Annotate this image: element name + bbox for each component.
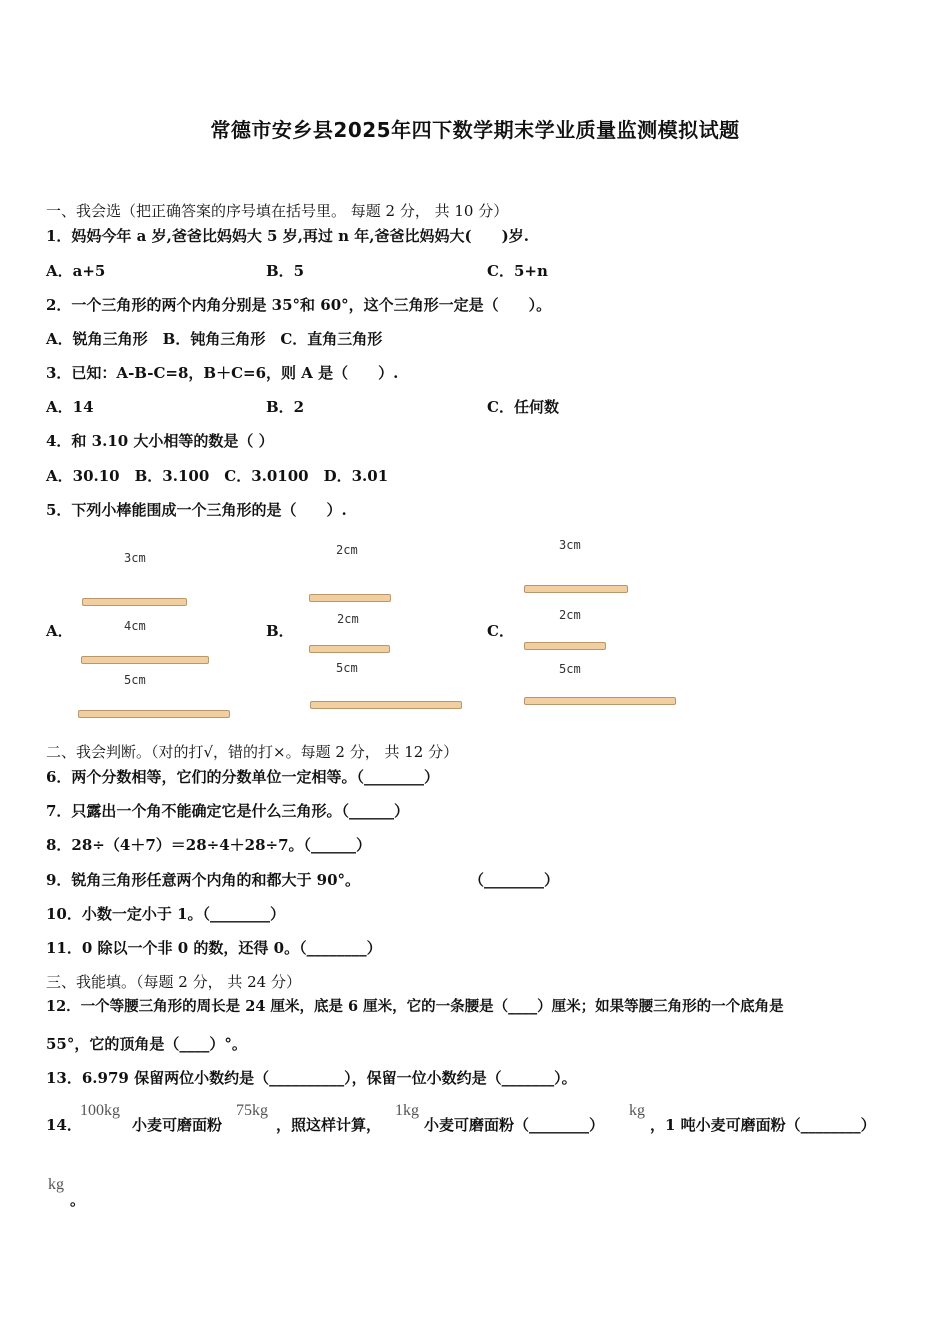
q5-c-stick3: [524, 697, 676, 705]
q1-option-a: A．a+5: [46, 262, 106, 280]
q14-unit-kg-2: kg: [48, 1176, 64, 1193]
q5-option-a: A．: [46, 622, 73, 640]
section-2-header: 二、我会判断。（对的打√，错的打×。每题 2 分， 共 12 分）: [46, 743, 459, 761]
q13-text: 13．6.979 保留两位小数约是（__________），保留一位小数约是（_______）。: [46, 1069, 577, 1087]
q9-text: 9．锐角三角形任意两个内角的和都大于 90°。: [46, 871, 361, 889]
q5-a-stick3-label: 5cm: [124, 673, 146, 687]
q3-text: 3．已知：A-B-C=8，B＋C=6，则 A 是（ ）.: [46, 364, 399, 382]
q14-unit-100kg: 100kg: [80, 1102, 120, 1119]
page-title: 常德市安乡县2025年四下数学期末学业质量监测模拟试题: [210, 118, 740, 142]
q14-end: 。: [70, 1191, 86, 1209]
q5-a-stick2: [81, 656, 209, 664]
q4-text: 4．和 3.10 大小相等的数是（ ）: [46, 432, 274, 450]
q12-line2: 55°，它的顶角是（____）°。: [46, 1035, 247, 1053]
q5-b-stick1-label: 2cm: [336, 543, 358, 557]
q5-a-stick3: [78, 710, 230, 718]
q1-text: 1．妈妈今年 a 岁,爸爸比妈妈大 5 岁,再过 n 年,爸爸比妈妈大( )岁.: [46, 227, 529, 245]
section-1-header: 一、我会选（把正确答案的序号填在括号里。 每题 2 分， 共 10 分）: [46, 202, 509, 220]
q5-a-stick1: [82, 598, 187, 606]
q5-option-b: B．: [266, 622, 294, 640]
q1-option-c: C．5+n: [487, 262, 548, 280]
q14-text-1: 小麦可磨面粉: [132, 1116, 223, 1134]
q5-option-c: C．: [487, 622, 514, 640]
q5-b-stick3: [310, 701, 462, 709]
q8-text: 8．28÷（4＋7）＝28÷4＋28÷7。（______）: [46, 836, 372, 854]
q14-text-4: ，1 吨小麦可磨面粉（________）: [650, 1116, 876, 1134]
q5-a-stick1-label: 3cm: [124, 551, 146, 565]
q5-text: 5．下列小棒能围成一个三角形的是（ ）.: [46, 501, 347, 519]
q5-c-stick2: [524, 642, 606, 650]
q5-c-stick1-label: 3cm: [559, 538, 581, 552]
q11-text: 11．0 除以一个非 0 的数，还得 0。（________）: [46, 939, 382, 957]
q3-option-b: B．2: [266, 398, 305, 416]
q14-unit-1kg: 1kg: [395, 1102, 419, 1119]
q4-options: A．30.10 B．3.100 C．3.0100 D．3.01: [46, 467, 389, 485]
q3-option-c: C．任何数: [487, 398, 559, 416]
q5-c-stick1: [524, 585, 628, 593]
q1-option-b: B．5: [266, 262, 305, 280]
q14-unit-kg-1: kg: [629, 1102, 645, 1119]
q14-unit-75kg: 75kg: [236, 1102, 268, 1119]
q3-option-a: A．14: [46, 398, 94, 416]
q9-blank: （________）: [469, 871, 560, 889]
q2-options: A．锐角三角形 B．钝角三角形 C．直角三角形: [46, 330, 383, 348]
q5-a-stick2-label: 4cm: [124, 619, 146, 633]
section-3-header: 三、我能填。（每题 2 分， 共 24 分）: [46, 973, 301, 991]
q14-number: 14．: [46, 1116, 82, 1134]
q2-text: 2．一个三角形的两个内角分别是 35°和 60°，这个三角形一定是（ ）。: [46, 296, 552, 314]
q14-text-3: 小麦可磨面粉（________）: [424, 1116, 605, 1134]
q5-c-stick3-label: 5cm: [559, 662, 581, 676]
q7-text: 7．只露出一个角不能确定它是什么三角形。（______）: [46, 802, 409, 820]
q5-b-stick2-label: 2cm: [337, 612, 359, 626]
q14-text-2: ，照这样计算，: [276, 1116, 382, 1134]
q5-b-stick3-label: 5cm: [336, 661, 358, 675]
q12-line1: 12．一个等腰三角形的周长是 24 厘米，底是 6 厘米，它的一条腰是（____）厘米；如果等腰三角形的一个底角是: [46, 998, 784, 1015]
q5-b-stick1: [309, 594, 391, 602]
q5-b-stick2: [309, 645, 390, 653]
q5-c-stick2-label: 2cm: [559, 608, 581, 622]
q10-text: 10．小数一定小于 1。（________）: [46, 905, 286, 923]
q6-text: 6．两个分数相等，它们的分数单位一定相等。（________）: [46, 768, 439, 786]
